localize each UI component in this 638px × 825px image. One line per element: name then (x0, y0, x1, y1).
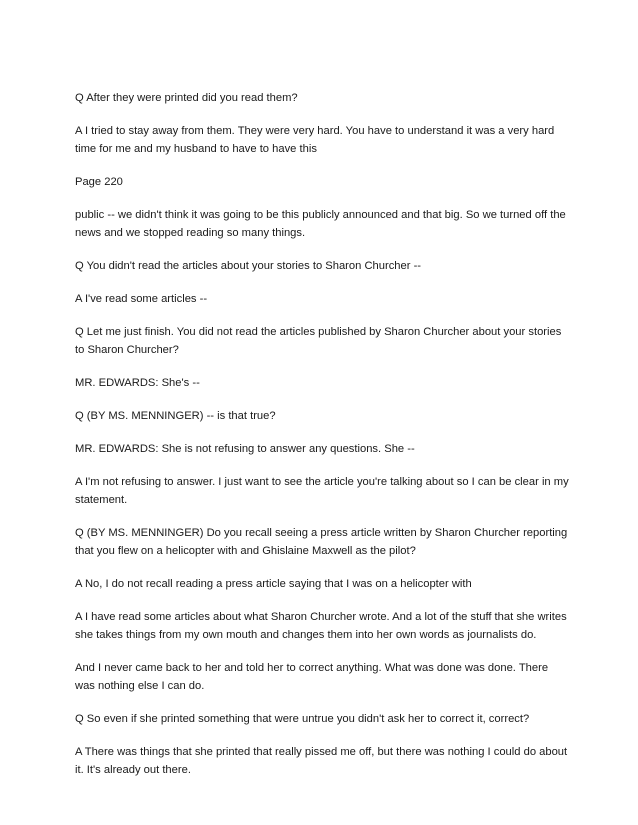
transcript-paragraph: public -- we didn't think it was going to be this publicly announced and that big. So we turned off the news and we stopped reading so many things. (75, 209, 566, 239)
transcript-paragraph: A I'm not refusing to answer. I just want to see the article you're talking about so I can be clear in my statement. (75, 476, 569, 506)
transcript-paragraph: Q So even if she printed something that were untrue you didn't ask her to correct it, correct? (75, 713, 530, 725)
transcript-paragraph: A I tried to stay away from them. They were very hard. You have to understand it was a very hard time for me and my husband to have to have this (75, 125, 555, 155)
page-number-marker: Page 220 (75, 176, 123, 188)
transcript-paragraph: A I have read some articles about what Sharon Churcher wrote. And a lot of the stuff that she writes she takes things from my own mouth and changes them into her own words as journalists do. (75, 611, 567, 641)
transcript-paragraph: Q After they were printed did you read them? (75, 92, 298, 104)
transcript-paragraph: MR. EDWARDS: She's -- (75, 377, 200, 389)
transcript-paragraph: MR. EDWARDS: She is not refusing to answer any questions. She -- (75, 443, 415, 455)
transcript-paragraph: Q You didn't read the articles about your stories to Sharon Churcher -- (75, 260, 422, 272)
transcript-paragraph: A There was things that she printed that really pissed me off, but there was nothing I could do about it. It's already out there. (75, 746, 568, 776)
transcript-body (75, 89, 570, 794)
transcript-paragraph: A No, I do not recall reading a press article saying that I was on a helicopter with (75, 578, 472, 590)
transcript-paragraph: And I never came back to her and told her to correct anything. What was done was done. There was nothing else I can do. (75, 662, 549, 692)
transcript-paragraph: Q (BY MS. MENNINGER) -- is that true? (75, 410, 276, 422)
transcript-paragraph: Q (BY MS. MENNINGER) Do you recall seeing a press article written by Sharon Churcher reporting that you flew on a helicopter with and Ghislaine Maxwell as the pilot? (75, 527, 568, 557)
transcript-paragraph: Q Let me just finish. You did not read the articles published by Sharon Churcher about your stories to Sharon Churcher? (75, 326, 562, 356)
transcript-paragraph: A I've read some articles -- (75, 293, 208, 305)
